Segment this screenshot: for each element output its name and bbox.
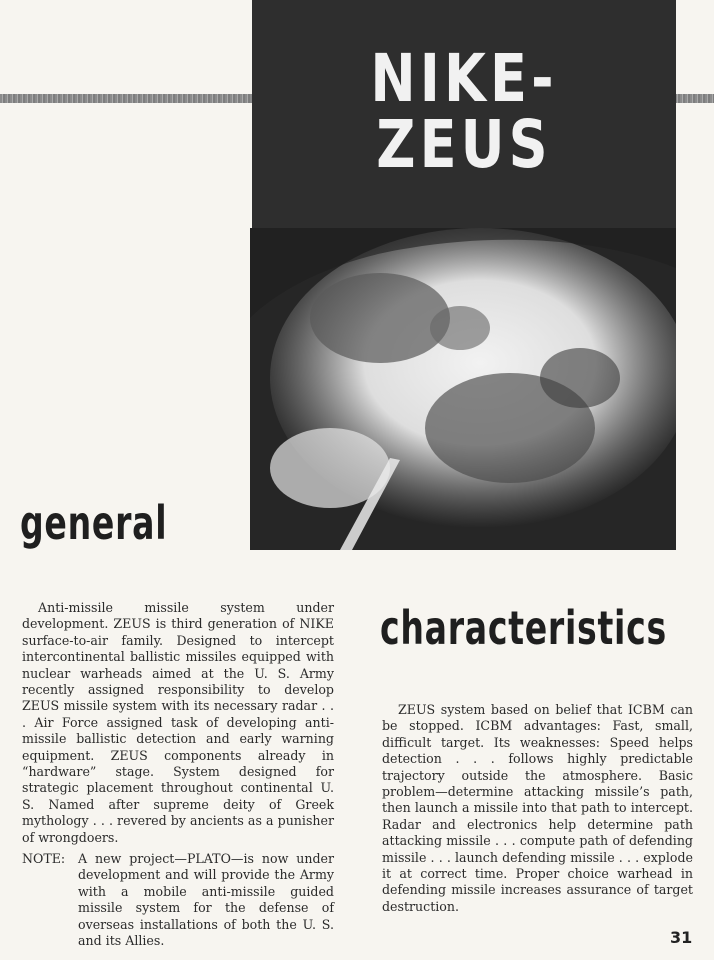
note-label: NOTE: (22, 851, 66, 866)
explosion-photo (250, 228, 676, 550)
general-body: Anti-missile missile system under development. ZEUS is third generation of NIKE surface-to-air family. Designed to intercept intercontinental ballistic missiles equipped with nuclear warheads aimed at the U. S. Army recently assigned responsibility to develop ZEUS missile system with its necessary radar . . . Air Force assigned task of developing anti-missile ballistic detection and early warning equipment. ZEUS components already in “hardware” stage. System designed for strategic placement throughout continental U. S. Named after supreme deity of Greek mythology . . . revered by ancients as a punisher of wrongdoers. (22, 600, 334, 845)
general-heading: general (20, 496, 168, 550)
characteristics-heading: characteristics (380, 601, 667, 655)
characteristics-body: ZEUS system based on belief that ICBM can be stopped. ICBM advantages: Fast, small, difficult target. Its weaknesses: Speed helps detection . . . follows highly predictable trajectory outside the atmosphere. Basic problem—determine attacking missile’s path, then launch a missile into that path to intercept. Radar and electronics help determine path attacking missile . . . compute path of defending missile . . . launch defending missile . . . explode it at correct time. Proper choice warhead in defending missile increases assurance of target destruction. (382, 702, 693, 914)
note-body: A new project—PLATO—is now under development and will provide the Army with a mobile anti-missile guided missile system for the defense of overseas installations of both the U. S. and its Allies. (78, 851, 334, 949)
page-number: 31 (670, 928, 693, 947)
title-banner (252, 0, 676, 228)
explosion-image (250, 228, 676, 550)
page-title: NIKE-ZEUS (370, 40, 558, 183)
note-block (22, 851, 334, 949)
